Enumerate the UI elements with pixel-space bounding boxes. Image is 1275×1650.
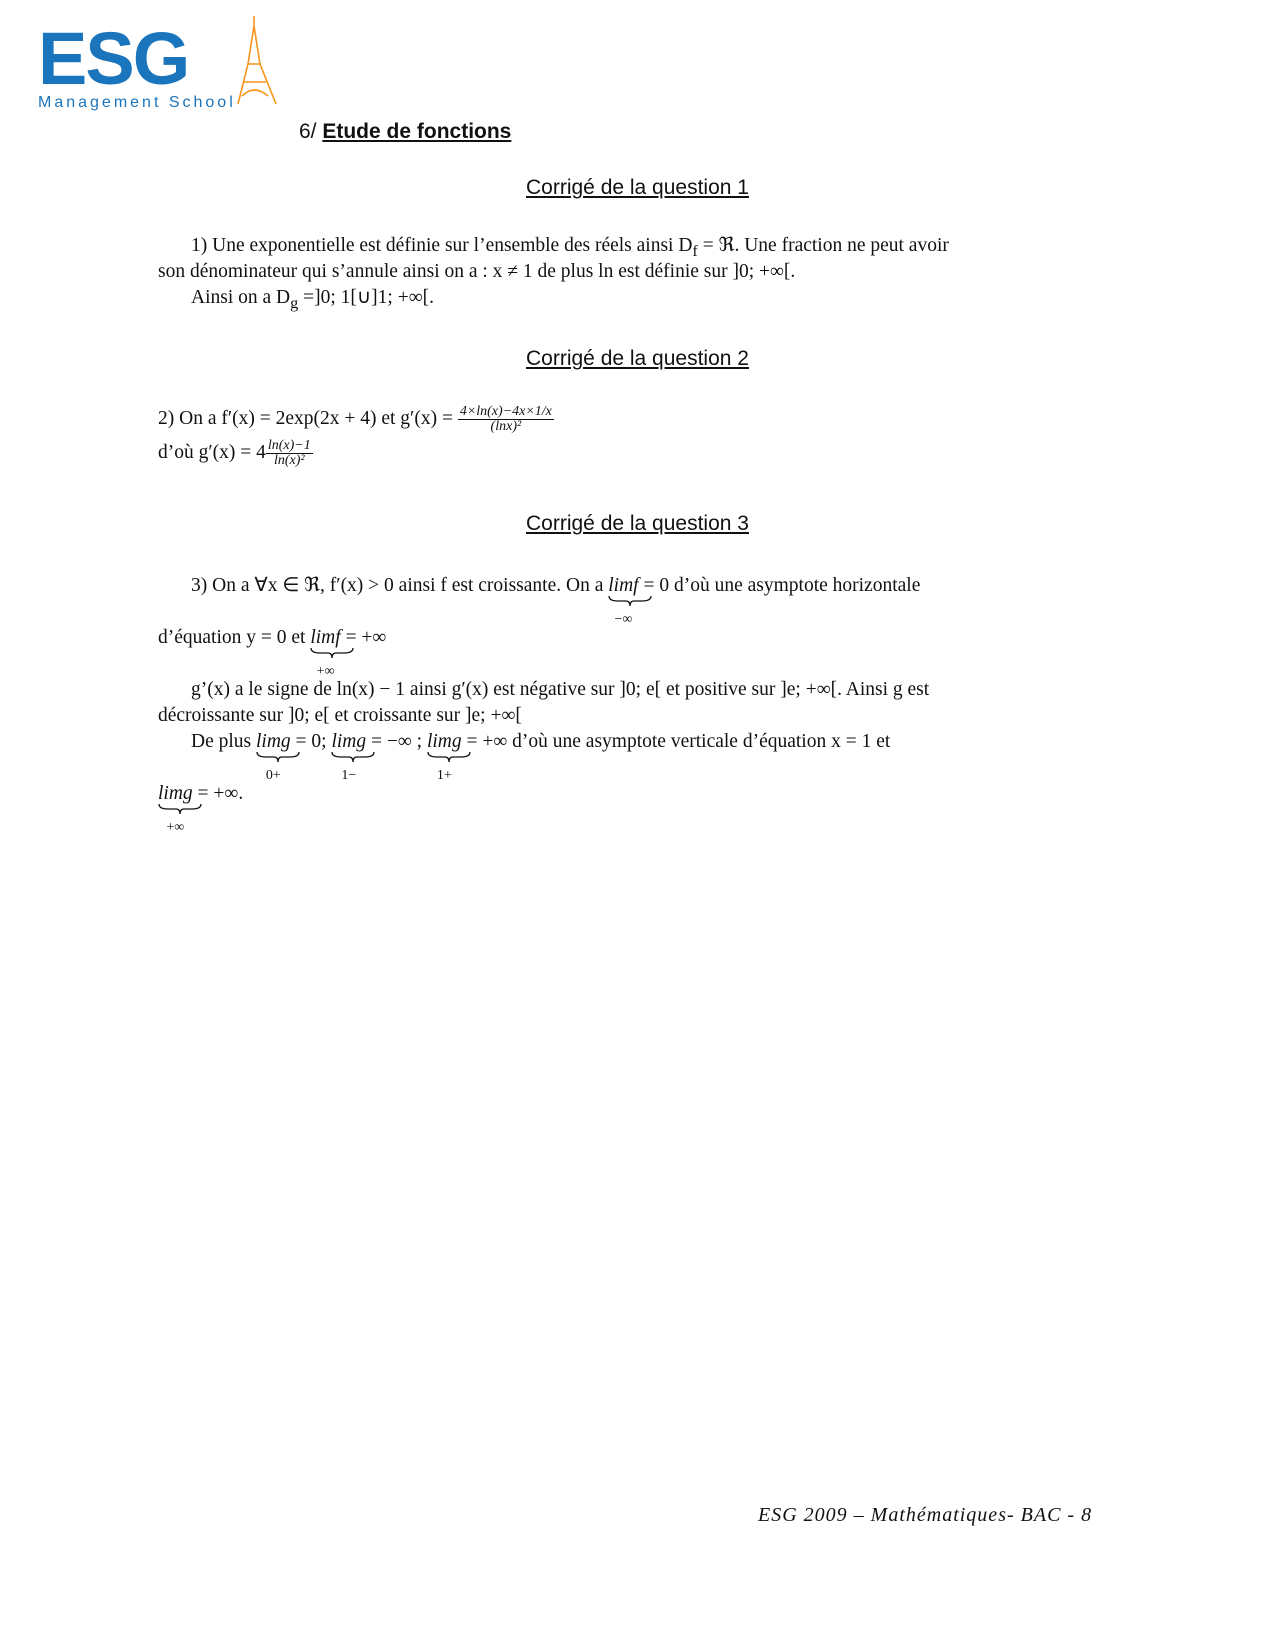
limit-g-1-plus: limg 1+: [427, 729, 462, 755]
q3-line-6: limg +∞ = +∞.: [158, 783, 244, 835]
q3-line-5: De plus limg 0+ = 0; limg 1− = −∞ ; limg 1+ = +∞ d’où une asymptote verticale d’équation x = 1 et: [191, 731, 891, 783]
esg-logo: [38, 14, 278, 114]
logo-subtitle: Management School: [38, 94, 236, 111]
logo-wordmark: ESG: [38, 17, 189, 100]
q1-line-1: 1) Une exponentielle est définie sur l’ensemble des réels ainsi $D_f$ = ℜ. Une fraction ne peut avoir: [191, 235, 949, 260]
q3-answer: [158, 573, 1118, 833]
section-title-text: Etude de fonctions: [322, 120, 512, 143]
q3-line-1: 3) On a ∀x ∈ ℜ, f′(x) > 0 ainsi f est croissante. On a limf −∞ = 0 d’où une asymptote horizontale: [191, 575, 921, 627]
q1-line-2: son dénominateur qui s’annule ainsi on a : x ≠ 1 de plus ln est définie sur ]0; +∞[.: [158, 261, 796, 282]
page-footer: ESG 2009 – Mathématiques- BAC - 8: [758, 1504, 1093, 1526]
limit-f-plus-inf: limf +∞: [310, 625, 340, 651]
limit-f-minus-inf: limf −∞: [608, 573, 638, 599]
limit-g-plus-inf: limg +∞: [158, 781, 193, 807]
eiffel-tower-icon: [230, 14, 280, 109]
section-number: 6/: [299, 120, 323, 143]
q2-fraction-2: $\frac{\ln(x)-1}{\text{ln(x)²}}$: [267, 438, 311, 468]
q1-heading: Corrigé de la question 1: [526, 176, 749, 199]
q3-line-2: d’équation y = 0 et limf +∞ = +∞: [158, 627, 387, 679]
q1-line-3: Ainsi on a $D_g =]0$; 1[∪]1; +∞[.: [191, 287, 434, 312]
q2-line-2: d’où g′(x) = 4 $\frac{\ln(x)-1}{\text{ln(x)²}}$: [158, 438, 311, 468]
q3-line-3: g’(x) a le signe de ln(x) − 1 ainsi g′(x) est négative sur ]0; e[ et positive sur ]e; +∞[. Ainsi g est: [191, 679, 930, 700]
q2-answer: [158, 405, 1118, 473]
q1-answer: [158, 233, 1118, 311]
limit-g-1-minus: limg 1−: [331, 729, 366, 755]
section-title: [299, 120, 511, 144]
q2-heading: Corrigé de la question 2: [526, 347, 749, 370]
q3-heading: Corrigé de la question 3: [526, 512, 749, 535]
limit-g-0-plus: limg 0+: [256, 729, 291, 755]
q2-fraction-1: $\frac{4\times\ln(x)-4x\times 1/x}{\text{(lnx)²}}$: [459, 404, 552, 434]
q3-line-4: décroissante sur ]0; e[ et croissante sur ]e; +∞[: [158, 705, 522, 726]
q2-line-1: 2) On a f′(x) = 2exp(2x + 4) et g′(x) = $\frac{4\times\ln(x)-4x\times 1/x}{\text{(lnx)²}}$: [158, 404, 552, 434]
